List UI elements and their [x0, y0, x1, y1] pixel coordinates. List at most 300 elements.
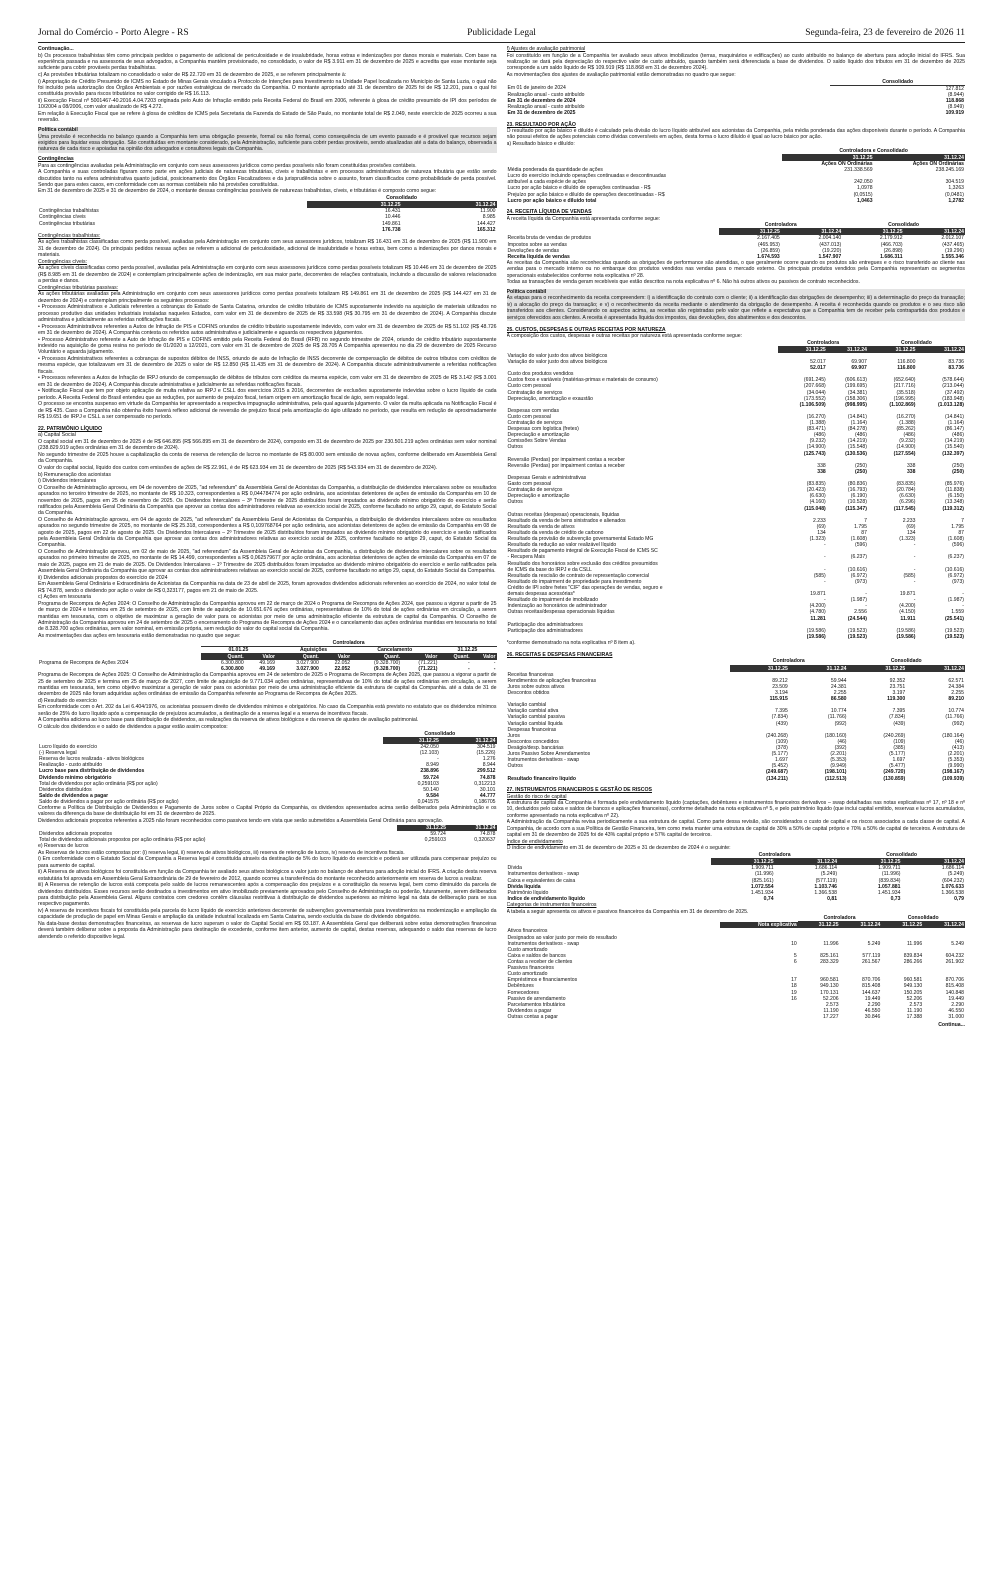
- paragraph: Na data-base destas demonstrações financeiras, as reservas de lucro superam o valor do Capital Social em R$ 93.187. A Assembleia Geral que deliberará sobre estas demonstrações financeiras deverá também deliberar sobre a proposta da Administração para destinação de excedente, conforme item anterior, aumento de capital, destas reservas, adequando o saldo das reservas de lucro atendendo o referido dispositivo legal.: [38, 920, 497, 940]
- cell-value: (9.232): [899, 438, 916, 445]
- paragraph: ii) Dividendos adicionais propostos do exercício de 2024: [38, 574, 168, 581]
- cell-value: (10.616): [847, 566, 867, 573]
- cell-value: (130.859): [883, 775, 906, 782]
- financial-table: [507, 915, 966, 1020]
- table-column-header: 31.12.24: [440, 737, 497, 744]
- cell-value: (180.164): [942, 732, 964, 739]
- cell-value: 7: [961, 517, 964, 524]
- row-label: Contratação de serviços: [507, 389, 563, 396]
- cell-value: 304.519: [477, 743, 496, 750]
- cell-value: (385): [893, 745, 906, 751]
- cell-value: (24.544): [847, 615, 867, 622]
- paragraph: • Processo Administrativo referente a Auto de Infração de PIS e COFINS emitido pela Receita Federal do Brasil (RFB) no segundo trimestre de 2024, oriundo de crédito tributário supostamente indevido na aquisição de goma resina no período de 01/2020 a 12/2021, com valor em 31 de dezembro de 2025 de R$ 28.705 A Companhia apresentou no dia 29 de dezembro de 2025 Recurso Voluntário e aguarda julgamento.: [38, 336, 497, 356]
- paragraph: Contingências cíveis:: [38, 258, 88, 265]
- paragraph: iii) A Reserva de retenção de lucros está composta pelo saldo de lucros remanescentes após a compensação dos prejuízos e a constituição da reserva legal, bem como diminuído da parcela de dividendos distribuídos. Esses recursos serão destinados a investimentos em ativo imobilizado previamente aprovados pelo Conselho de Administração ou poderão, futuramente, serem deliberados para distribuição pela Assembleia Geral. Alguns contratos com credores contêm cláusulas restritivas à distribuição de dividendos superiores ao mínimo legal na data de deliberação para se sua respectivo pagamento.: [38, 882, 497, 908]
- cell-value: (1.323): [809, 536, 826, 543]
- table-column-header: 31.12.24: [827, 346, 868, 353]
- paragraph: O Conselho de Administração aprovou, em 02 de maio de 2025, "ad referendum" da Assembleia Geral de Acionistas da Companhia, a distribuição de dividendos intercalares sobre os resultados apurados no primeiro trimestre de 2025, no montante de R$ 14.499, correspondentes a R$ 0,062579677 por ação ordinária, aos acionistas detentores de ações de emissão da Companhia em 07 de maio de 2025, pagos em 21 de maio de 2025. Os Dividendos Intercalares – 1º Trimestre de 2025 distribuídos foram imputados ao dividendo mínimo obrigatório do exercício e serão ratificados pela Assembleia Geral Ordinária da Companhia que aprovar as contas dos administradores relativas ao exercício social de 2025, conforme facultado no artigo 29, caput, do Estatuto Social da Companhia.: [38, 549, 497, 575]
- paragraph: As Reservas de lucros estão compostas por: (i) reserva legal, ii) reserva de ativos biológicos, iii) reserva de retenção de lucros, iv) reserva de incentivos fiscais.: [38, 849, 405, 856]
- row-label: Juros sobre outros ativos: [507, 683, 565, 690]
- cell-value: (6.190): [850, 493, 867, 500]
- cell-value: 30.846: [864, 1013, 881, 1020]
- cell-value: (4.150): [899, 609, 916, 616]
- cell-value: 1,3263: [948, 185, 964, 192]
- cell-value: (213.044): [942, 383, 964, 390]
- row-label: Contingências trabalhistas: [39, 208, 99, 215]
- cell-value: (998.995): [845, 401, 867, 408]
- row-label: - Recupera Mais: [507, 554, 545, 561]
- cell-value: (9.328.700): [374, 659, 401, 666]
- cell-value: (117.545): [893, 505, 916, 512]
- financial-table: [507, 222, 966, 260]
- row-label: Realização - custo atribuído: [39, 762, 103, 769]
- row-label: Resultado financeiro líquido: [507, 775, 576, 782]
- table-column-header: 31.12.24: [775, 859, 838, 866]
- cell-value: (6.150): [947, 493, 964, 500]
- cell-value: 5.249: [951, 940, 964, 947]
- row-label: Resultado da provisão de subvenção governamental Estado MG: [507, 536, 654, 543]
- row-label: Depreciação, amortização e exaustão: [507, 395, 594, 402]
- table-group-header: Consolidado: [881, 915, 965, 922]
- paragraph: O valor do capital social, líquido dos custos com emissões de ações de R$ 22.961, é de R$ 623.934 em 31 de dezembro de 2025 (R$ 543.934 em 31 de dezembro de 2024).: [38, 465, 438, 472]
- cell-value: (973): [952, 578, 964, 585]
- cell-value: (973): [855, 578, 867, 585]
- cell-value: (250): [855, 468, 867, 475]
- table-corner: [38, 202, 307, 209]
- cell-value: 119.300: [887, 696, 906, 703]
- cell-value: 242.050: [420, 743, 439, 750]
- cell-value: 338: [817, 462, 826, 469]
- cell-value: 134: [906, 530, 916, 537]
- cell-value: (217.716): [893, 383, 916, 390]
- cell-value: (378): [775, 745, 788, 751]
- cell-value: (1.164): [850, 420, 867, 427]
- cell-value: 0,320637: [474, 836, 496, 843]
- row-label: Realização anual - custo atribuído: [507, 104, 585, 111]
- cell-value: (5.452): [771, 763, 788, 770]
- paragraph: As ações tributárias avaliadas pela Administração em conjunto com seus assessores jurídicos como perdas possíveis totalizam R$ 149.861 em 31 de dezembro de 2025 (R$ 144.427 em 31 de dezembro de 2024) e contemplam principalmente os seguintes processos:: [38, 291, 497, 304]
- cell-value: (250): [952, 468, 964, 475]
- cell-value: 134: [817, 530, 826, 537]
- table-corner: [507, 922, 720, 929]
- cell-value: (26.898): [883, 247, 903, 254]
- cell-value: (19.296): [945, 247, 964, 254]
- cell-value: -: [824, 554, 826, 561]
- cell-value: (5.249): [820, 871, 838, 878]
- cell-value: (12.103): [419, 750, 439, 757]
- cell-value: (19.220): [822, 247, 842, 254]
- cell-value: 52.017: [810, 365, 826, 372]
- cell-value: 74.878: [479, 774, 496, 781]
- cell-value: 1.795: [951, 523, 964, 530]
- cell-value: 231.338.569: [844, 167, 873, 174]
- cell-value: 8.949: [426, 762, 439, 769]
- paragraph: A Administração da Companhia revisa periodicamente a sua estrutura de capital. Como parte dessa revisão, são considerados o custo de capital e os riscos associados a cada classe de capital. A Companhia, de acordo com a sua Política de Gestão Financeira, tem como meta manter uma estrutura de capital de 30% a 50% de capital próprio e 70% a 50% de capital de terceiros. A estrutura de capital em 31 de dezembro de 2025 foi de 43% capital próprio e 57% capital de terceiros.: [506, 819, 965, 839]
- cell-value: (6.630): [899, 493, 916, 500]
- table-column-header: 31.12.24: [781, 229, 842, 236]
- cell-value: (249.720): [883, 769, 906, 776]
- cell-value: (13.348): [945, 499, 964, 506]
- cell-value: 46.550: [948, 1007, 964, 1014]
- cell-value: 949.130: [820, 983, 839, 990]
- table-column-header: 31.12.24: [447, 825, 497, 831]
- row-label: Custo amortizado: [507, 946, 548, 953]
- cell-value: -: [865, 603, 867, 610]
- cell-value: (392): [834, 745, 847, 751]
- table-subheader: Ações ON Ordinárias: [821, 160, 873, 167]
- cell-value: 261.902: [945, 959, 964, 965]
- cell-value: 9.584: [426, 792, 439, 799]
- cell-value: 2.255: [951, 690, 964, 697]
- row-label: Ativos financeiros: [507, 928, 548, 935]
- table-corner: [507, 79, 831, 86]
- cell-value: -: [962, 603, 964, 610]
- cell-value: (11.838): [945, 487, 964, 494]
- cell-value: 17.388: [906, 1013, 923, 1020]
- cell-value: (26.859): [760, 247, 780, 254]
- row-label: Prejuízo por ação básico e diluído de operações descontinuadas - R$: [507, 191, 665, 198]
- cell-value: 83.736: [948, 358, 964, 365]
- cell-value: (6.296): [899, 499, 916, 506]
- cell-value: (14.841): [847, 413, 867, 420]
- cell-value: 1.057.881: [877, 883, 901, 890]
- row-label: Dividendos adicionais propostos: [39, 830, 113, 837]
- cell-value: 839.834: [903, 952, 923, 959]
- cell-value: (85.976): [945, 481, 964, 488]
- cell-value: 59.724: [423, 774, 439, 781]
- paragraph: e) Reservas de lucros: [38, 843, 89, 849]
- row-label: Contratação de serviços: [507, 420, 563, 427]
- table-corner: [507, 229, 720, 236]
- row-label: Depreciação e amortização: [507, 432, 570, 439]
- cell-value: (691.245): [803, 377, 826, 384]
- table-column-header: Valor: [401, 653, 438, 660]
- cell-value: (9.990): [947, 763, 964, 770]
- financial-table: [38, 825, 497, 843]
- row-label: Impostos sobre as vendas: [507, 241, 567, 248]
- cell-value: 2.167.405: [757, 235, 780, 242]
- row-label: Resultado do impairment de imobilizado: [507, 597, 599, 604]
- row-label: Descontos concedidos: [507, 738, 559, 745]
- cell-value: 1.909.711: [878, 865, 901, 872]
- row-label: Resultado de pagamento integral de Execução Fiscal de ICMS SC: [507, 548, 658, 555]
- table-row: [507, 1014, 966, 1020]
- row-label: Custo dos produtos vendidos: [507, 371, 574, 378]
- cell-value: 89.210: [948, 696, 964, 703]
- paragraph: As ações trabalhistas classificadas como perda possível, avaliadas pela Administração em conjunto com seus assessores jurídicos, totalizam R$ 16.431 em 31 de dezembro de 2025 (R$ 11.900 em 31 de dezembro de 2024). Os principais pedidos nessas ações se referem a adicional de periculosidade, adicional de insalubridade e horas extras, bem como a indenizações por danos morais e materiais.: [38, 239, 497, 259]
- cell-value: (2.201): [947, 751, 964, 758]
- cell-value: 170.131: [820, 989, 839, 996]
- cell-value: 7: [864, 517, 867, 524]
- table-column-header: 31.12.25: [798, 922, 840, 929]
- cell-value: 2.012.107: [941, 235, 964, 242]
- paragraph: As receitas da Companhia são reconhecidas quando as obrigações de performance são atendidas, o que geralmente ocorre quando os produtos são entregues e o risco transferido ao cliente nas vendas para o mercado interno ou no embarque dos produtos vendidos nas vendas para o mercado externo. Os principais produtos vendidos pela Companhia representam os segmentos operacionais estabelecidos conforme nota explicativa nº 28.: [506, 259, 965, 279]
- table-column-header: Valor: [320, 653, 351, 660]
- table-group-header: Controladora: [798, 915, 882, 922]
- cell-value: (825.161): [751, 877, 774, 884]
- row-label: Patrimônio líquido: [507, 889, 549, 896]
- row-label: Dividendos a pagar: [507, 1007, 552, 1014]
- policy-title: Política contábil: [38, 126, 78, 133]
- cell-value: 1,2782: [948, 197, 964, 204]
- cell-value: 1.697: [775, 757, 788, 764]
- cell-value: -: [824, 542, 826, 549]
- row-label: Crédito de IPI sobre fretes "CIF" das operações de vendas, seguro e: [507, 585, 663, 591]
- cell-value: (14.900): [896, 444, 916, 451]
- row-label: Contingências tributárias: [39, 220, 96, 227]
- row-label: Outros: [507, 499, 523, 506]
- row-label: Caixa e equivalentes de caixa: [507, 877, 576, 884]
- cell-value: 960.581: [820, 977, 839, 984]
- row-label: Outros: [507, 763, 523, 770]
- row-label: Participação dos administradores: [507, 627, 583, 634]
- cell-value: 2.290: [867, 1001, 881, 1008]
- cell-value: (14.900): [806, 444, 826, 451]
- cell-value: -: [913, 597, 916, 604]
- row-label: Reversão (Perdas) por impairment contas a receber: [507, 456, 625, 463]
- cell-value: (465.953): [757, 241, 780, 248]
- paragraph: No segundo trimestre de 2025 houve a capitalização da conta de reserva de retenção de lucros no montante de R$ 80.000 sem emissão de novas ações, conforme deliberado em Assembleia Geral da Companhia.: [38, 452, 497, 465]
- financial-table: [507, 79, 966, 117]
- cell-value: (577.119): [815, 877, 838, 884]
- cell-value: 23.509: [772, 683, 788, 690]
- cell-value: (207.668): [803, 383, 826, 390]
- cell-value: (240.269): [883, 732, 906, 739]
- row-label: Caixa e saldos de bancos: [507, 952, 566, 959]
- row-label: Em 31 de dezembro de 2024: [507, 97, 576, 104]
- cell-value: 238.245.169: [935, 167, 964, 174]
- row-label: Designados ao valor justo por meio do resultado: [507, 934, 617, 941]
- paragraph: • Processos Administrativos e Judiciais referentes a cobranças do Estado de Santa Catarina, oriundos de crédito tributário de ICMS supostamente indevido na aquisição de materiais utilizados no processo produtivo das unidades industriais instaladas naqueles Estados, com valor em 31 de dezembro de 2025 de R$ 33.598 (R$ 30.795 em 31 de dezembro de 2024). A Companhia discute administrativa e judicialmente as referidas notificações fiscais.: [38, 304, 497, 324]
- row-label: Fornecedores: [507, 989, 539, 996]
- row-label: Lucro do exercício incluindo operações continuadas e descontinuadas: [507, 173, 667, 180]
- row-label: Indenização ao honorários de administrador: [507, 603, 607, 610]
- table-corner: [507, 915, 720, 922]
- paragraph: i) Em conformidade com o Estatuto Social da Companhia a Reserva legal é constituída através da destinação de 5% do lucro líquido do exercício e poderá ser utilizada para compensar prejuízo ou para aumento de capital.: [38, 856, 497, 869]
- row-label: Lucro base para distribuição de dividendos: [39, 768, 145, 775]
- row-label: Resultado da venda de bens sinistrados e alienados: [507, 517, 626, 524]
- cell-value: (992): [834, 720, 847, 727]
- cell-value: (16.793): [847, 487, 867, 494]
- cell-value: (15.540): [945, 444, 964, 451]
- row-label: Empréstimos e financiamentos: [507, 977, 578, 984]
- table-corner: [507, 658, 731, 665]
- paragraph: • Notificação Fiscal que tem por objeto aplicação de multa relativa ao IRPJ e CSLL dos exercícios 2015 a 2016, decorrentes de exclusões supostamente indevidas sobre o lucro líquido de cada período. A Receita Federal do Brasil entendeu que as reduções, por aumento de prejuízo fiscal, teriam origem em amortização fiscal de ágio, sem respaldo legal.: [38, 388, 497, 401]
- cell-value: (1.013.128): [937, 401, 964, 408]
- paragraph: A estrutura de capital da Companhia é formada pelo endividamento líquido (captações, debêntures e instrumentos financeiros derivativos – swap detalhadas nas notas explicativas nº 17, nº 18 e nº 10, deduzidos pelo caixa e saldos de bancos e aplicações financeiras), conforme detalhado na nota explicativa nº 5, e pelo patrimônio líquido (que inclui capital emitido, reservas e lucros acumulados, conforme apresentado na nota explicativa nº 22).: [506, 800, 965, 819]
- cell-value: (71.221): [418, 659, 438, 666]
- table-corner: [507, 346, 779, 353]
- cell-value: 577.119: [862, 952, 881, 959]
- cell-value: 44.777: [479, 792, 496, 799]
- cell-value: 0,259103: [424, 836, 446, 843]
- table-corner: [38, 195, 307, 202]
- cell-value: (249.687): [765, 769, 788, 776]
- cell-value: (1.987): [947, 597, 964, 604]
- cell-value: 24.381: [830, 683, 847, 690]
- paragraph: O índice de endividamento em 31 de dezembro de 2025 e 31 de dezembro de 2024 é o seguinte:: [506, 845, 731, 852]
- row-label: Em 31 de dezembro de 2025: [507, 110, 576, 117]
- cell-value: (15.226): [476, 750, 496, 757]
- table-corner: [38, 731, 383, 738]
- cell-value: (6.630): [809, 493, 826, 500]
- table-column-header: 31.12.25: [778, 346, 827, 353]
- cell-value: 1.366.538: [941, 889, 964, 896]
- table-group-header: Controladora: [730, 658, 847, 665]
- cell-value: 1.909.711: [751, 865, 774, 872]
- cell-value: (1.608): [947, 536, 964, 543]
- spacer: [507, 647, 966, 650]
- paragraph: O processo se encontra suspenso em virtude da Companhia ter apresentado a respectiva impugnação administrativa, pela qual aguarda julgamento. O valor da multa aplicada na Notificação Fiscal é de R$ 435. Caso a Companhia não obtenha êxito haverá reflexo adicional de reversão de prejuízo fiscal pela amortização do ágio utilizado no período, que resulta em redução de aproximadamente R$ 19.651 de IRPJ e CSLL a ser compensado no período.: [38, 401, 497, 420]
- cell-value: (486): [855, 432, 867, 439]
- cell-value: (0,0515): [853, 191, 873, 198]
- spacer: [507, 782, 966, 785]
- cell-value: (199.695): [845, 383, 867, 390]
- cell-value: 89.212: [772, 677, 788, 684]
- table-corner: [507, 665, 731, 672]
- row-label: Rendimentos de aplicações financeiras: [507, 677, 597, 684]
- row-label: Variação do valor justo dos ativos biológicos: [507, 352, 608, 359]
- cell-value: 30.101: [479, 786, 496, 793]
- cell-value: -: [913, 578, 916, 585]
- cell-value: (109.939): [942, 775, 964, 782]
- paragraph: Todas as transações de venda geram recebíveis que estão descritos na nota explicativa nº 6. Não há outros ativos ou passivos de contrato reconhecidos.: [506, 279, 860, 286]
- row-label: Outras receitas (despesas) operacionais, líquidas: [507, 511, 620, 518]
- cell-value: 283.329: [820, 959, 839, 965]
- financial-table: [38, 640, 497, 673]
- paragraph: As movimentações das ações em tesouraria estão demonstradas no quadro que segue:: [38, 632, 241, 639]
- cell-value: (83.471): [806, 426, 826, 433]
- cell-value: (112.513): [824, 775, 847, 782]
- row-label: Resultado da venda de crédito de carbono: [507, 530, 604, 537]
- table-column-header: 31.12.25: [383, 737, 440, 744]
- paragraph: O capital social em 31 de dezembro de 2025 é de R$ 646.895 (R$ 566.895 em 31 de dezembro de 2024), composto em 31 de dezembro de 2025 por 230.501.219 ações ordinárias sem valor nominal (238.829.919 ações ordinárias em 31 de dezembro de 2024).: [38, 439, 497, 452]
- row-label: Custo com pessoal: [507, 383, 551, 390]
- cell-value: (1.323): [899, 536, 916, 543]
- cell-value: 870.706: [861, 977, 881, 984]
- cell-value: 1.076.633: [941, 883, 964, 890]
- continues-label: Continua...: [938, 1022, 965, 1029]
- cell-value: 24.384: [948, 683, 964, 690]
- paragraph: Para as contingências avaliadas pela Administração em conjunto com seus assessores jurídicos como perdas possíveis não foram constituídas provisões contábeis.: [38, 162, 417, 169]
- cell-value: (4.200): [899, 603, 916, 610]
- cell-value: 238.896: [420, 768, 439, 775]
- paragraph: Contingências trabalhistas:: [38, 232, 101, 239]
- cell-value: (8.949): [947, 104, 964, 111]
- paragraph: A composição dos custos, despesas e outras receitas por natureza está apresentada conforme segue:: [506, 332, 743, 339]
- cell-value: 5: [793, 952, 797, 959]
- cell-value: (604.232): [942, 877, 964, 884]
- table-column-header: 31.12.24: [916, 346, 965, 353]
- cell-value: (0,0481): [945, 191, 964, 198]
- cell-value: 17: [791, 977, 797, 984]
- cell-value: 1.555.346: [941, 253, 964, 260]
- masthead: [38, 30, 965, 43]
- paragraph: Categorias de instrumentos financeiros: [506, 901, 597, 908]
- cell-value: 2.556: [854, 609, 867, 616]
- cell-value: (16.270): [896, 413, 916, 420]
- cell-value: (34.044): [806, 389, 826, 396]
- cell-value: (19.586): [806, 627, 826, 634]
- table-column-header: 31.12.25: [782, 154, 873, 161]
- row-label: Outras receitas/despesas operacionais líquidas: [507, 609, 615, 616]
- paragraph: O Conselho de Administração aprovou, em 04 de agosto de 2025, "ad referendum" da Assembleia Geral de Acionistas da Companhia, a distribuição de dividendos intercalares sobre os resultados apurados no segundo trimestre de 2025, no montante de R$ 25.318, correspondentes a R$ 0,109768764 por ação ordinária, aos acionistas detentores de ações de emissão da Companhia em 08 de agosto de 2025, pagos em 22 de agosto de 2025. Os Dividendos Intercalares – 2º Trimestre de 2025 distribuídos foram imputados ao dividendo mínimo obrigatório do exercício e serão ratificados pela Assembleia Geral Ordinária da Companhia que aprovar as contas dos administradores relativas ao exercício social de 2025, conforme facultado no artigo 29, caput, do Estatuto Social da Companhia.: [38, 517, 497, 549]
- paragraph: c) Ações em tesouraria: [38, 594, 92, 601]
- cell-value: 6.300.800: [221, 659, 244, 666]
- cell-value: (180.160): [824, 732, 847, 739]
- row-label: Despesas com logística (fretes): [507, 426, 579, 433]
- cell-value: (1.102.869): [889, 401, 916, 408]
- table-column-header: 31.12.24: [840, 922, 882, 929]
- cell-value: 18: [791, 983, 797, 990]
- table-column-header: 31.12.25: [730, 665, 789, 672]
- cell-value: (992): [952, 720, 964, 727]
- row-label: Receita líquida de vendas: [507, 253, 570, 260]
- cell-value: 1.276: [482, 756, 496, 763]
- cell-value: 1.697: [892, 757, 906, 764]
- cell-value: 304.519: [945, 179, 964, 186]
- paragraph: Conforme a Política de Distribuição de Dividendos e Pagamento de Juros sobre o Capital Próprio da Companhia, os dividendos apresentados acima serão deliberados pela Administração e os valores da diferença da base de distribuição foi em 31 de dezembro de 2025.: [38, 805, 497, 818]
- row-label: Despesas financeiras: [507, 726, 557, 733]
- cell-value: 118.868: [945, 97, 964, 104]
- spacer: [507, 204, 966, 207]
- cell-value: (9.949): [830, 763, 847, 770]
- row-label: Participação dos administradores: [507, 621, 583, 628]
- cell-value: 59.944: [830, 677, 847, 684]
- row-label: Custo com pessoal: [507, 413, 551, 420]
- table-column-header: Quant.: [276, 653, 320, 660]
- cell-value: (6.972): [947, 572, 964, 579]
- table-group-header: Consolidado: [842, 222, 965, 229]
- cell-value: 7.395: [892, 708, 906, 715]
- paragraph: Programa de Recompra de Ações 2024: O Conselho de Administração da Companhia aprovou em 22 de março de 2024 o Programa de Recompra de Ações 2024, que passou a vigorar a partir de 25 de março de 2024 e terminou em 25 de setembro de 2025, com limite de aquisição de 10.651.676 ações ordinárias, representativas de 10% do total de ações ordinárias em circulação, a serem mantidas em tesouraria, com o objetivo de maximizar a geração de valor para os acionistas por meio de uma administração eficiente da estrutura de capital da Companhia. O Conselho de Administração da Companhia aprovou em 24 de setembro de 2025 o encerramento do Programa de Recompra de Ações 2024 e o cancelamento das ações ordinárias mantidas em tesouraria no total de 8.328.700 ações ordinárias, sem valor nominal, em emissão própria, sem redução do valor do capital social da Companhia.: [38, 600, 497, 633]
- cell-value: (34.381): [847, 389, 867, 396]
- cell-value: 176.738: [382, 226, 401, 233]
- row-label: Resultado dos honorários sobre exclusão dos créditos presumidos: [507, 560, 658, 567]
- cell-value: 144.637: [861, 989, 881, 996]
- cell-value: (14.841): [945, 413, 964, 420]
- cell-value: -: [865, 591, 867, 598]
- row-label: Debêntures: [507, 983, 534, 990]
- cell-value: (19.523): [847, 633, 867, 640]
- row-label: Média ponderada da quantidade de ações: [507, 167, 603, 174]
- cell-value: 19: [791, 989, 797, 996]
- paragraph: iv) A reserva de incentivos fiscais foi constituída pela parcela do lucro líquido de exercício anteriores decorrente de subvenções governamentais para investimentos na modernização e ampliação da capacidade de produção de papel em Minas Gerais e ampliação da unidade industrial localizada em Santa Catarina, sendo excluída da base do dividendo obrigatório.: [38, 907, 497, 921]
- table-column-header: 31.12.24: [901, 859, 965, 866]
- cell-value: (413): [952, 745, 964, 751]
- table-group-header: Consolidado: [838, 852, 965, 859]
- cell-value: 8.985: [482, 214, 496, 221]
- cell-value: (134.211): [766, 775, 788, 782]
- row-label: Dívida: [507, 865, 522, 872]
- table-column-header: 31.12.24: [402, 202, 497, 209]
- row-label: Instrumentos derivativos - swap: [507, 940, 580, 947]
- cell-value: 31.000: [948, 1013, 964, 1020]
- cell-value: (85.262): [896, 426, 916, 433]
- cell-value: 6: [793, 959, 797, 965]
- cell-value: 338: [906, 468, 916, 475]
- table-column-header: 31.12.25: [711, 859, 774, 866]
- cell-value: -: [437, 756, 439, 763]
- cell-value: 165.312: [477, 226, 496, 233]
- row-label: Outras contas a pagar: [507, 1013, 558, 1020]
- cell-value: (9.328.700): [374, 666, 401, 673]
- cell-value: 74.878: [479, 830, 496, 837]
- cell-value: (109): [893, 738, 906, 745]
- row-label: Custos fixos e variáveis (matérias-primas e materiais de consumo): [507, 377, 658, 384]
- cell-value: (606.613): [845, 377, 867, 384]
- cell-value: (37.492): [945, 389, 964, 396]
